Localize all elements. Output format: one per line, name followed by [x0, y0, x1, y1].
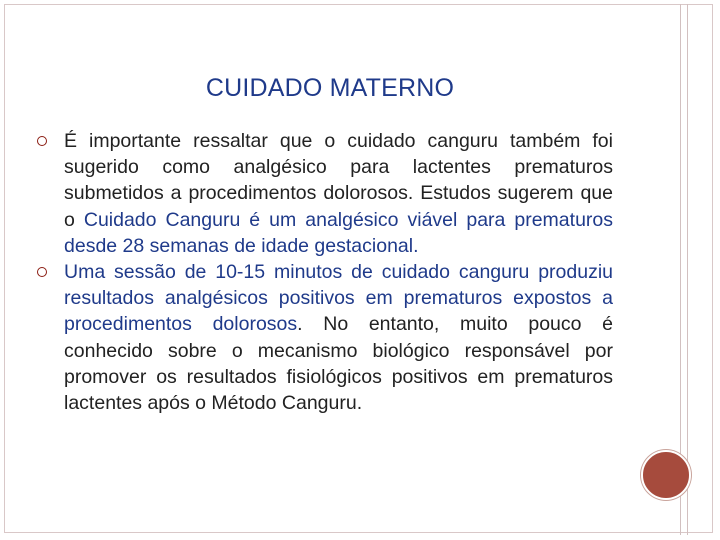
bullet-circle-icon	[37, 267, 47, 277]
bullet-circle-icon	[37, 136, 47, 146]
circle-ornament-icon	[641, 450, 691, 500]
bullet-1-highlight: Cuidado Canguru é um analgésico viável para prematuros desde 28 semanas de idade gestacional.	[64, 208, 613, 257]
bullet-item-2	[36, 259, 613, 416]
bullet-2-highlight: Uma sessão de 10-15 minutos de cuidado canguru produziu resultados analgésicos positivos em prematuros expostos a procedimentos dolorosos	[64, 261, 613, 336]
bullet-1-text: É importante ressaltar que o cuidado canguru também foi sugerido como analgésico para lactentes prematuros submetidos a procedimentos dolorosos. Estudos sugerem que o	[64, 130, 613, 231]
bullet-item-1	[36, 128, 613, 259]
bullet-list	[36, 128, 613, 416]
slide-title: CUIDADO MATERNO	[205, 74, 455, 102]
bullet-2-text: . No entanto, muito pouco é conhecido sobre o mecanismo biológico responsável por promover os resultados fisiológicos positivos em prematuros lactentes após o Método Canguru.	[64, 313, 613, 415]
